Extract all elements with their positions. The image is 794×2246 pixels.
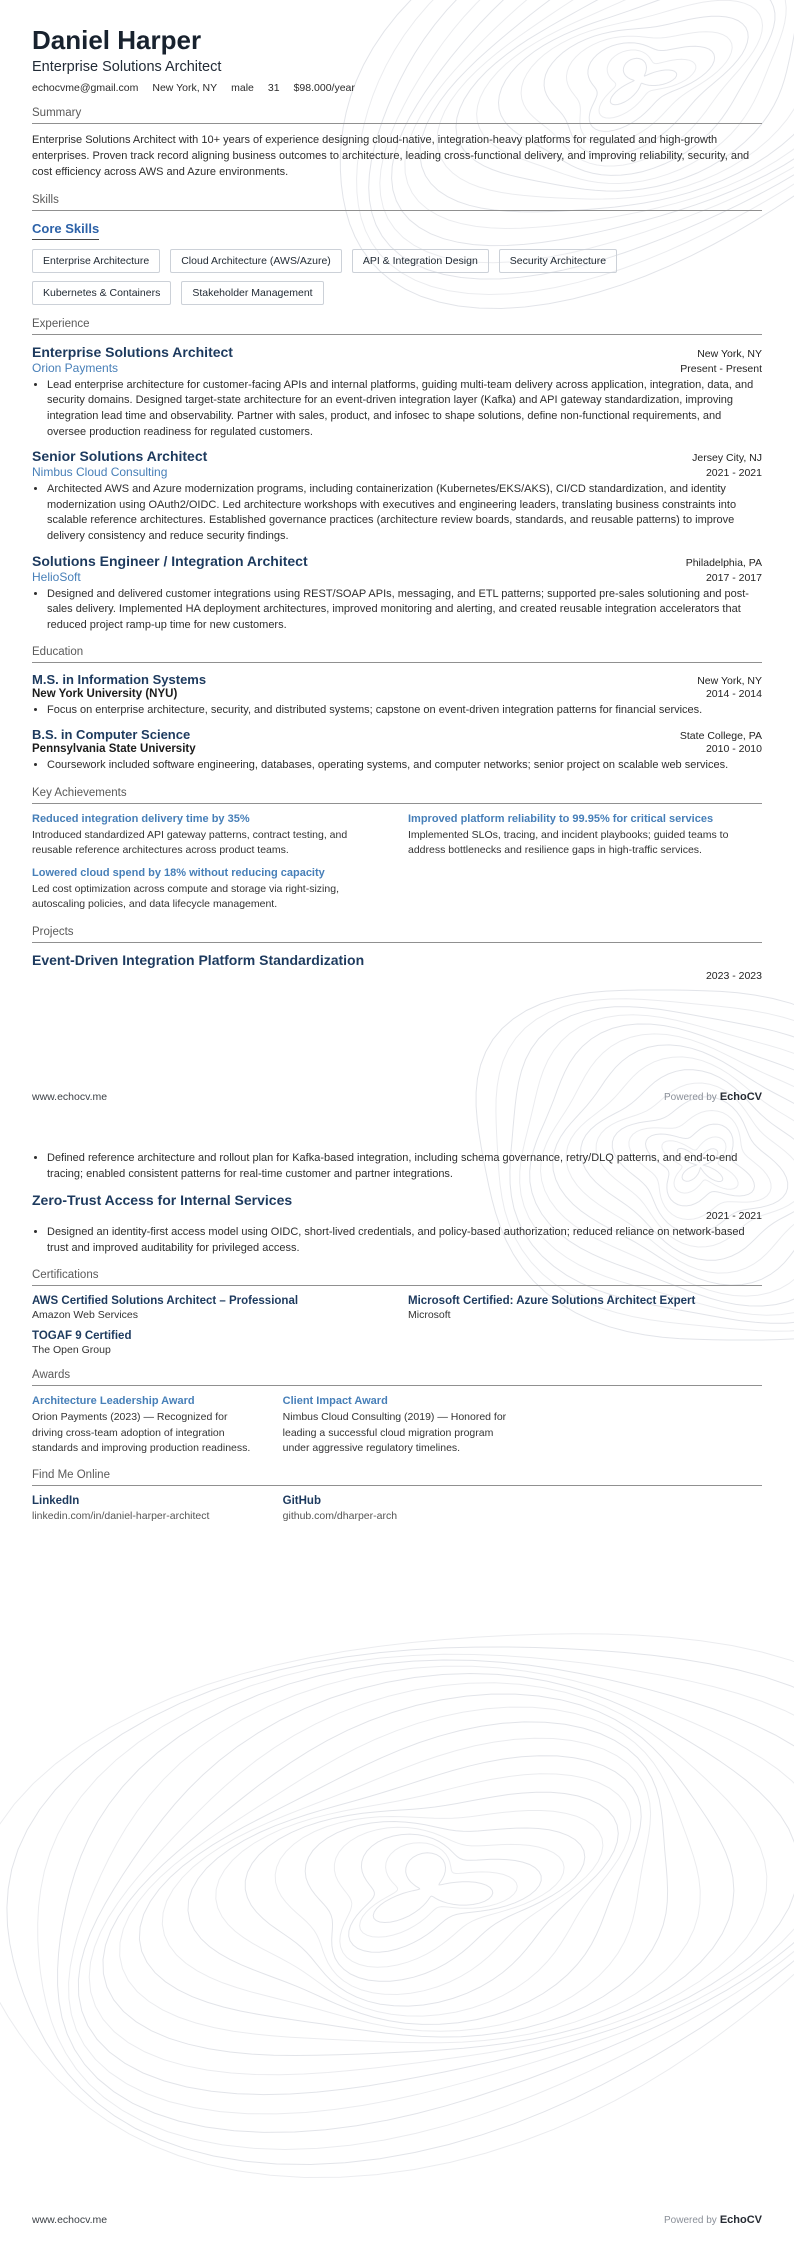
section-achievements: [32, 787, 762, 913]
education-bullet: • Coursework included software engineering, databases, operating systems, and computer networks; senior project on scalable web services.: [47, 758, 762, 774]
skill-tag-list: [32, 249, 762, 305]
certification-issuer: Microsoft: [408, 1309, 451, 1322]
job-bullet: • Architected AWS and Azure modernization programs, including containerization (Kubernetes/EKS/AKS), CI/CD standardization, and identity modernization using OAuth2/OIDC. Led architecture workshops with executives and engineering leaders, translating business constraints into scalable reference architectures. Established governance practices (architecture review boards, standards, and reusable patterns) to improve delivery consistency and reduce security findings.: [47, 482, 762, 544]
experience-item: [32, 344, 762, 440]
contact-gender: male: [231, 81, 254, 94]
page-footer: [32, 2210, 762, 2228]
achievement-item: [32, 867, 386, 912]
job-company: Nimbus Cloud Consulting: [32, 465, 168, 480]
education-bullet-list: [32, 703, 762, 719]
section-divider: [32, 334, 762, 335]
project-dates: 2021 - 2021: [705, 1210, 762, 1223]
resume-header: [32, 26, 762, 94]
section-divider: [32, 210, 762, 211]
award-text: Orion Payments (2023) — Recognized for driving cross-team adoption of integration standards and improving production readiness.: [32, 1411, 251, 1454]
person-title: Enterprise Solutions Architect: [32, 58, 222, 75]
contact-age: 31: [267, 81, 280, 94]
section-projects: [32, 926, 762, 982]
achievement-title: Lowered cloud spend by 18% without reducing capacity: [32, 867, 325, 880]
certification-issuer: The Open Group: [32, 1344, 111, 1357]
section-label-certifications: Certifications: [32, 1269, 99, 1282]
powered-by-brand: EchoCV: [719, 1091, 762, 1103]
contact-email[interactable]: echocvme@gmail.com: [32, 81, 139, 94]
school-name: New York University (NYU): [32, 688, 178, 701]
project-item: [32, 952, 762, 982]
certification-item: [32, 1330, 386, 1356]
job-title: Senior Solutions Architect: [32, 448, 208, 465]
job-location: Philadelphia, PA: [685, 556, 762, 569]
section-label-summary: Summary: [32, 106, 82, 119]
person-name: Daniel Harper: [32, 25, 202, 55]
skill-tag: Stakeholder Management: [181, 281, 323, 305]
section-awards: [32, 1369, 762, 1456]
school-name: Pennsylvania State University: [32, 743, 196, 756]
page-footer: [32, 1087, 762, 1105]
job-bullet-list: [32, 378, 762, 440]
education-bullet: • Focus on enterprise architecture, security, and distributed systems; capstone on event-driven integration patterns for financial services.: [47, 703, 762, 719]
achievement-text: Introduced standardized API gateway patterns, contract testing, and reusable reference architectures across product teams.: [32, 828, 348, 856]
education-item: [32, 672, 762, 719]
achievement-item: [32, 813, 386, 858]
certification-issuer: Amazon Web Services: [32, 1309, 139, 1322]
degree-title: M.S. in Information Systems: [32, 672, 207, 688]
job-dates: 2017 - 2017: [705, 571, 762, 584]
job-bullet-list: [32, 587, 762, 634]
section-divider: [32, 1285, 762, 1286]
achievement-text: Implemented SLOs, tracing, and incident playbooks; guided teams to address bottlenecks and resilience gaps in high-traffic services.: [408, 828, 729, 856]
award-text: Nimbus Cloud Consulting (2019) — Honored for leading a successful cloud migration program under aggressive regulatory timelines.: [282, 1411, 507, 1454]
online-site-url[interactable]: github.com/dharper-arch: [282, 1510, 398, 1523]
section-divider: [32, 1385, 762, 1386]
project-title: Event-Driven Integration Platform Standardization: [32, 951, 365, 968]
contact-location: New York, NY: [152, 81, 218, 94]
powered-by-brand: EchoCV: [719, 2214, 762, 2226]
award-item: [32, 1395, 261, 1456]
job-title: Enterprise Solutions Architect: [32, 343, 233, 360]
section-divider: [32, 662, 762, 663]
school-location: State College, PA: [679, 730, 762, 743]
skill-tag: Security Architecture: [499, 249, 617, 273]
education-bullet-list: [32, 758, 762, 774]
job-bullet-list: [32, 482, 762, 544]
section-divider: [32, 803, 762, 804]
certification-item: [32, 1295, 386, 1321]
certification-item: [408, 1295, 762, 1321]
section-divider: [32, 942, 762, 943]
section-divider: [32, 1485, 762, 1486]
skills-group-title: Core Skills: [32, 221, 99, 240]
project-item: [32, 1192, 762, 1256]
awards-grid: [32, 1395, 762, 1456]
section-label-education: Education: [32, 646, 84, 659]
skill-tag: Cloud Architecture (AWS/Azure): [170, 249, 342, 273]
footer-site-link[interactable]: www.echocv.me: [32, 2214, 108, 2226]
online-site-name: GitHub: [282, 1495, 321, 1508]
section-label-online: Find Me Online: [32, 1469, 110, 1482]
page-2: [0, 1123, 794, 2246]
section-label-experience: Experience: [32, 317, 90, 330]
award-title: Client Impact Award: [282, 1395, 388, 1408]
school-dates: 2010 - 2010: [705, 743, 762, 756]
school-location: New York, NY: [697, 675, 762, 688]
certifications-grid: [32, 1295, 762, 1356]
certification-name: AWS Certified Solutions Architect – Professional: [32, 1295, 299, 1308]
award-title: Architecture Leadership Award: [32, 1395, 195, 1408]
powered-by-prefix: Powered by: [664, 2215, 717, 2226]
online-site-name: LinkedIn: [32, 1495, 80, 1508]
school-dates: 2014 - 2014: [705, 688, 762, 701]
skill-tag: API & Integration Design: [352, 249, 489, 273]
section-skills: [32, 194, 762, 305]
certification-name: Microsoft Certified: Azure Solutions Architect Expert: [408, 1295, 696, 1308]
achievement-text: Led cost optimization across compute and storage via right-sizing, autoscaling policies, and data lifecycle management.: [32, 883, 339, 911]
section-experience: [32, 318, 762, 634]
achievement-title: Improved platform reliability to 99.95% for critical services: [408, 812, 714, 825]
job-dates: Present - Present: [680, 362, 762, 375]
certification-name: TOGAF 9 Certified: [32, 1330, 132, 1343]
achievement-item: [408, 813, 762, 858]
project-dates: 2023 - 2023: [705, 969, 762, 982]
summary-text: Enterprise Solutions Architect with 10+ years of experience designing cloud-native, integration-heavy platforms for regulated and high-growth enterprises. Proven track record aligning business outcomes to architecture, leading cross-functional delivery, and improving reliability, security, and cost efficiency across AWS and Azure environments.: [32, 133, 750, 178]
experience-item: [32, 553, 762, 634]
section-divider: [32, 123, 762, 124]
job-company: HelioSoft: [32, 569, 81, 584]
section-label-awards: Awards: [32, 1369, 71, 1382]
project-bullet: • Defined reference architecture and rollout plan for Kafka-based integration, including schema governance, retry/DLQ patterns, and end-to-end tracing; enabled consistent patterns for real-time customer and partner integrations.: [47, 1151, 762, 1182]
job-dates: 2021 - 2021: [705, 467, 762, 480]
achievement-title: Reduced integration delivery time by 35%: [32, 812, 250, 825]
online-grid: [32, 1495, 762, 1522]
job-bullet: • Lead enterprise architecture for customer-facing APIs and internal platforms, guiding multi-team delivery across application, integration, data, and security domains. Designed target-state architecture for an event-driven integration layer (Kafka) and API gateway standardization, improving integration lead time and observability. Partner with sales, product, and infosec to shape solutions, define non-functional requirements, and oversee production readiness for regulated customers.: [47, 378, 762, 440]
section-find-me-online: [32, 1469, 762, 1522]
education-item: [32, 727, 762, 774]
online-site-url[interactable]: linkedin.com/in/daniel-harper-architect: [32, 1510, 210, 1523]
section-education: [32, 646, 762, 773]
job-company: Orion Payments: [32, 360, 119, 375]
job-location: Jersey City, NJ: [692, 452, 762, 465]
contact-row: [32, 82, 762, 94]
job-title: Solutions Engineer / Integration Architect: [32, 552, 308, 569]
project-bullet: • Designed an identity-first access model using OIDC, short-lived credentials, and policy-based authorization; reduced reliance on network-based trust and improved auditability for privileged access.: [47, 1225, 762, 1256]
section-label-skills: Skills: [32, 193, 59, 206]
project-bullet-list: [32, 1225, 762, 1256]
skill-tag: Enterprise Architecture: [32, 249, 160, 273]
degree-title: B.S. in Computer Science: [32, 727, 191, 743]
footer-site-link[interactable]: www.echocv.me: [32, 1091, 108, 1103]
achievements-grid: [32, 813, 762, 913]
project-bullet-list: [32, 1151, 762, 1182]
online-link-item: [32, 1495, 261, 1522]
powered-by-prefix: Powered by: [664, 1092, 717, 1103]
section-label-achievements: Key Achievements: [32, 786, 127, 799]
award-item: [283, 1395, 512, 1456]
contact-salary: $98.000/year: [293, 81, 355, 94]
powered-by: [664, 2210, 762, 2228]
skill-tag: Kubernetes & Containers: [32, 281, 171, 305]
job-location: New York, NY: [697, 347, 762, 360]
job-bullet: • Designed and delivered customer integrations using REST/SOAP APIs, messaging, and ETL patterns; supported pre-sales solutioning and post-sales delivery. Implemented HA deployment architectures, improved monitoring and alerting, and created reusable integration accelerators that reduced project ramp-up time for new customers.: [47, 587, 762, 634]
experience-item: [32, 448, 762, 544]
project-title: Zero-Trust Access for Internal Services: [32, 1192, 293, 1209]
section-label-projects: Projects: [32, 925, 74, 938]
powered-by: [664, 1087, 762, 1105]
section-summary: [32, 107, 762, 181]
section-certifications: [32, 1269, 762, 1356]
online-link-item: [283, 1495, 512, 1522]
